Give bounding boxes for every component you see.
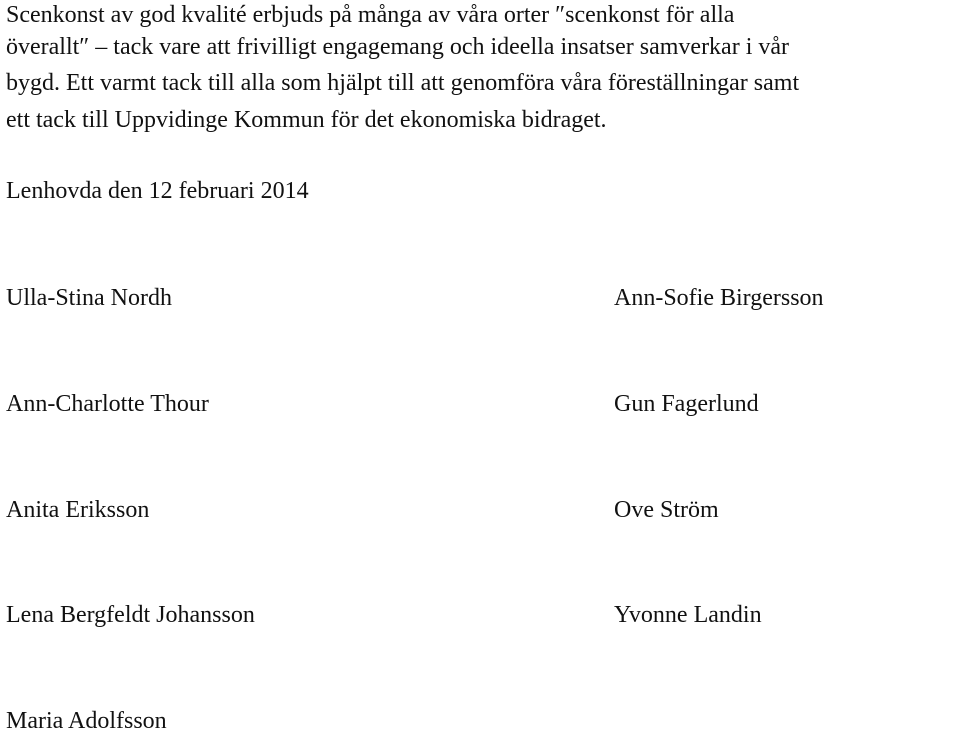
paragraph-line: bygd. Ett varmt tack till alla som hjälpt till att genomföra våra föreställningar samt xyxy=(6,70,800,96)
signature-name: Yvonne Landin xyxy=(614,602,762,628)
letter-date: Lenhovda den 12 februari 2014 xyxy=(6,178,309,204)
paragraph-line: överallt″ – tack vare att frivilligt engagemang och ideella insatser samverkar i vår xyxy=(6,34,790,60)
signature-name: Anita Eriksson xyxy=(6,497,150,523)
signature-name: Ove Ström xyxy=(614,497,719,523)
paragraph-line: ett tack till Uppvidinge Kommun för det ekonomiska bidraget. xyxy=(6,107,607,133)
signature-name: Lena Bergfeldt Johansson xyxy=(6,602,255,628)
signature-name: Gun Fagerlund xyxy=(614,391,759,417)
signature-name: Ann-Charlotte Thour xyxy=(6,391,209,417)
signature-name: Maria Adolfsson xyxy=(6,708,167,734)
paragraph-line: Scenkonst av god kvalité erbjuds på många av våra orter ″scenkonst för alla xyxy=(6,2,735,28)
signature-name: Ann-Sofie Birgersson xyxy=(614,285,824,311)
signature-name: Ulla-Stina Nordh xyxy=(6,285,172,311)
